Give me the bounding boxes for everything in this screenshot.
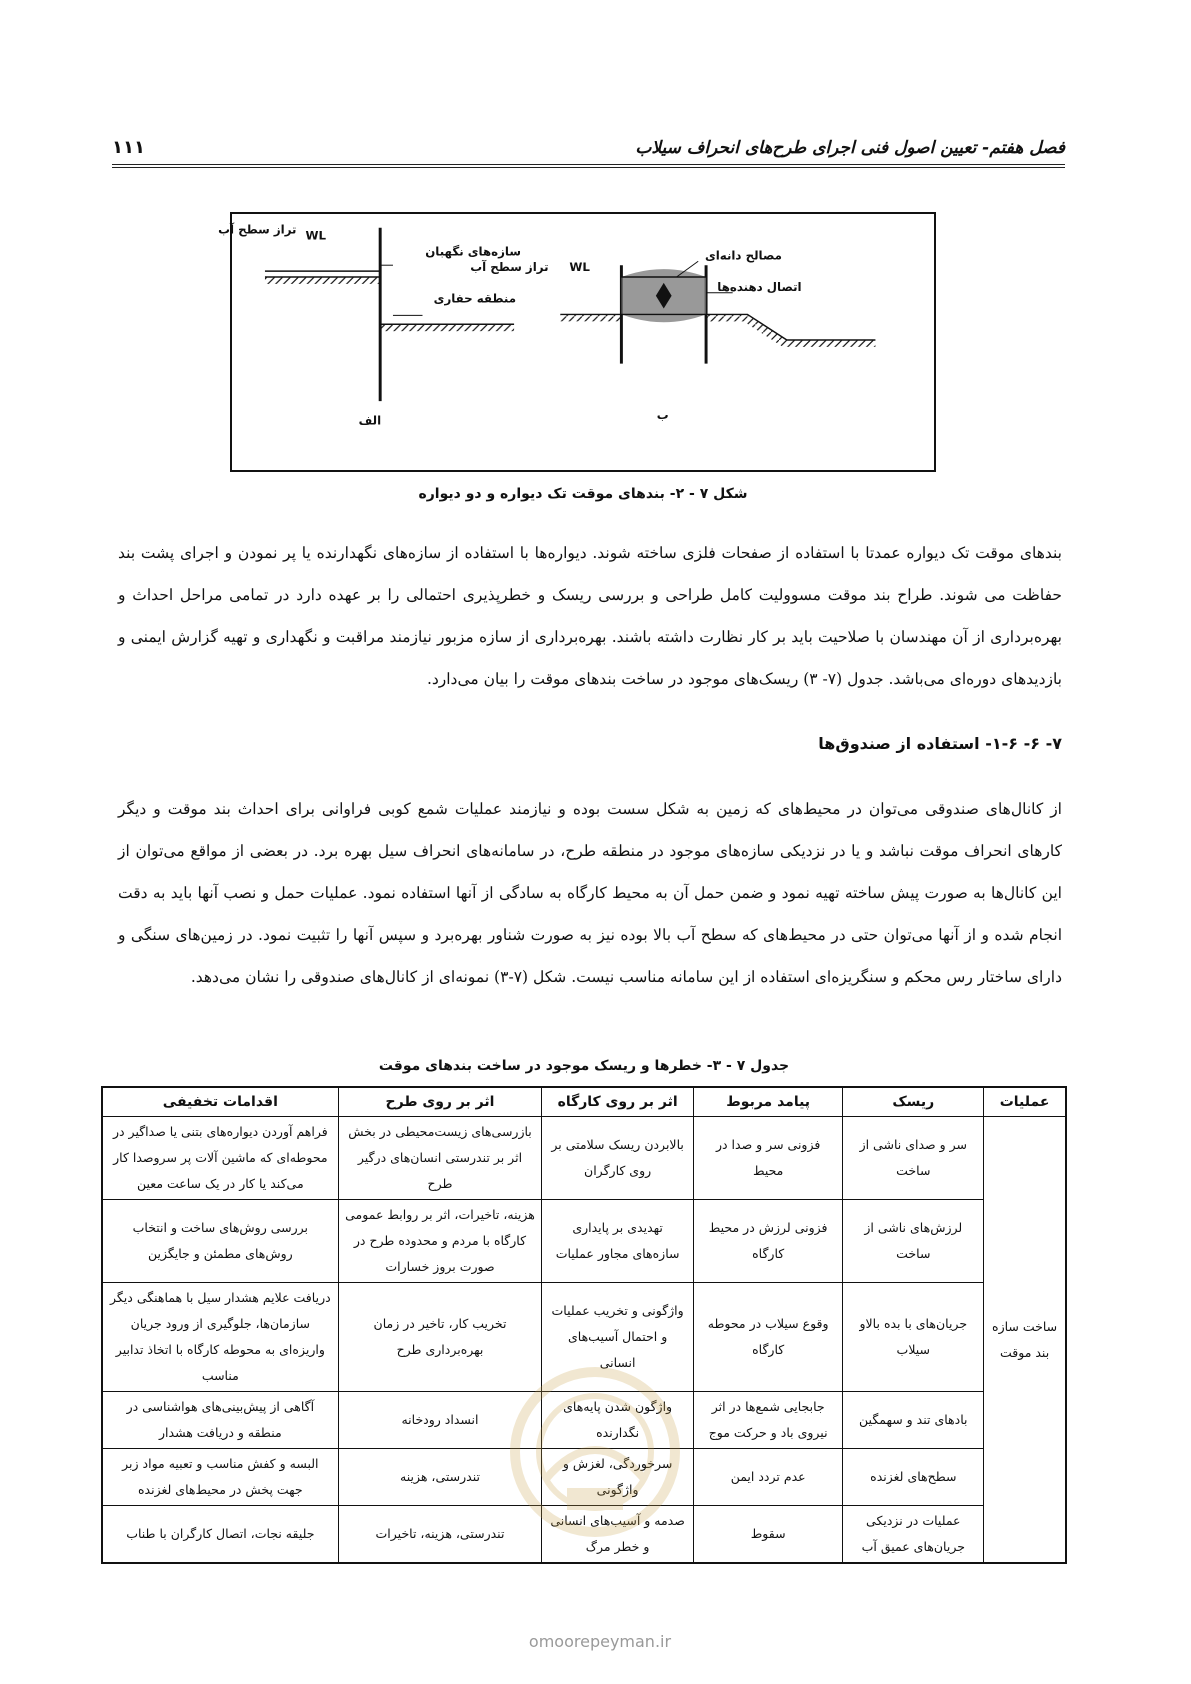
mitigation-cell: جلیقه نجات، اتصال کارگران با طناب <box>102 1506 338 1564</box>
consequence-cell: فزونی لرزش در محیط کارگاه <box>693 1200 842 1283</box>
chapter-title: فصل هفتم- تعیین اصول فنی اجرای طرح‌های انحراف سیلاب <box>635 138 1065 158</box>
section-heading: ۷- ۶- ۱-۶- استفاده از صندوق‌ها <box>818 734 1062 753</box>
granular-material-label: مصالح دانه‌ای <box>704 248 782 263</box>
left-wl-tag: WL <box>305 228 327 243</box>
connectors-label: اتصال دهنده‌ها <box>717 279 802 294</box>
site-effect-cell: صدمه و آسیب‌های انسانی و خطر مرگ <box>542 1506 694 1564</box>
site-effect-cell: واژگونی و تخریب عملیات و احتمال آسیب‌های انسانی <box>542 1283 694 1392</box>
project-effect-cell: انسداد رودخانه <box>338 1392 542 1449</box>
project-effect-cell: تندرستی، هزینه، تاخیرات <box>338 1506 542 1564</box>
consequence-cell: وقوع سیلاب در محوطه کارگاه <box>693 1283 842 1392</box>
risk-cell: لرزش‌های ناشی از ساخت <box>843 1200 984 1283</box>
cofferdam-diagram <box>218 214 934 470</box>
mitigation-cell: البسه و کفش مناسب و تعبیه مواد زبر جهت پخش در محیط‌های لغزنده <box>102 1449 338 1506</box>
page-number: ۱۱۱ <box>112 137 145 158</box>
consequence-cell: عدم تردد ایمن <box>693 1449 842 1506</box>
column-header: اثر بر روی کارگاه <box>542 1087 694 1117</box>
consequence-cell: جابجایی شمع‌ها در اثر نیروی باد و حرکت موج <box>693 1392 842 1449</box>
project-effect-cell: بازرسی‌های زیست‌محیطی در بخش اثر بر تندرستی انسان‌های درگیر طرح <box>338 1117 542 1200</box>
consequence-cell: سقوط <box>693 1506 842 1564</box>
mitigation-cell: دریافت علایم هشدار سیل با هماهنگی دیگر سازمان‌ها، جلوگیری از ورود جریان واریزه‌ای به محوطه کارگاه با اتخاذ تدابیر مناسب <box>102 1283 338 1392</box>
page-header <box>112 128 1065 168</box>
column-header: پیامد مربوط <box>693 1087 842 1117</box>
site-effect-cell: تهدیدی بر پایداری سازه‌های مجاور عملیات <box>542 1200 694 1283</box>
table-header-row <box>102 1087 1066 1117</box>
risk-cell: سر و صدای ناشی از ساخت <box>843 1117 984 1200</box>
project-effect-cell: تخریب کار، تاخیر در زمان بهره‌برداری طرح <box>338 1283 542 1392</box>
table-row <box>102 1392 1066 1449</box>
consequence-cell: فزونی سر و صدا در محیط <box>693 1117 842 1200</box>
column-header: اقدامات تخفیفی <box>102 1087 338 1117</box>
risk-cell: سطح‌های لغزنده <box>843 1449 984 1506</box>
figure-part-a-label: الف <box>358 413 382 428</box>
table-caption: جدول ۷ - ۳- خطرها و ریسک موجود در ساخت بندهای موقت <box>378 1058 790 1074</box>
excavation-zone-label: منطقه حفاری <box>433 291 517 306</box>
mitigation-cell: فراهم آوردن دیواره‌های بتنی یا صداگیر در محوطه‌ای که ماشین آلات پر سروصدا کار می‌کند یا کار در یک ساعت معین <box>102 1117 338 1200</box>
table-row <box>102 1117 1066 1200</box>
operation-cell: ساخت سازه بند موقت <box>984 1117 1066 1564</box>
mitigation-cell: آگاهی از پیش‌بینی‌های هواشناسی در منطقه و دریافت هشدار <box>102 1392 338 1449</box>
column-header: اثر بر روی طرح <box>338 1087 542 1117</box>
figure-caption: شکل ۷ - ۲- بندهای موقت تک دیواره و دو دیواره <box>418 486 748 502</box>
left-wl-label: تراز سطح آب <box>218 222 297 237</box>
table-row <box>102 1283 1066 1392</box>
watermark-site-text: omoorepeyman.ir <box>528 1632 672 1651</box>
right-wl-label: تراز سطح آب <box>470 260 549 275</box>
column-header: ریسک <box>843 1087 984 1117</box>
site-effect-cell: بالابردن ریسک سلامتی بر روی کارگران <box>542 1117 694 1200</box>
paragraph-single-double-wall: بندهای موقت تک دیواره عمدتا با استفاده از صفحات فلزی ساخته شوند. دیواره‌ها با استفاده از سازه‌های نگهدارنده یا پر نمودن و اجرای پشت بند حفاظت می شوند. طراح بند موقت مسوولیت کامل طراحی و بررسی ریسک و خطرپذیری احتمالی را بر عهده دارد در تمامی مراحل احداث و بهره‌برداری از آن مهندسان با صلاحیت باید بر کار نظارت داشته باشند. بهره‌برداری از سازه مزبور نیازمند مراقبت و نگهداری و تهیه گزارش ایمنی و بازدیدهای دوره‌ای می‌باشد. جدول (۷- ۳) ریسک‌های موجود در ساخت بندهای موقت را بیان می‌دارد. <box>118 544 1062 688</box>
right-wl-tag: WL <box>569 260 590 275</box>
site-effect-cell: سرخوردگی، لغزش و واژگونی <box>542 1449 694 1506</box>
risk-cell: جریان‌های با بده بالاو سیلاب <box>843 1283 984 1392</box>
risk-cell: بادهای تند و سهمگین <box>843 1392 984 1449</box>
project-effect-cell: هزینه، تاخیرات، اثر بر روابط عمومی کارگاه با مردم و محدوده طرح در صورت بروز خسارات <box>338 1200 542 1283</box>
table-row <box>102 1200 1066 1283</box>
paragraph-box-channels: از کانال‌های صندوقی می‌توان در محیط‌های که زمین به شکل سست بوده و نیازمند عملیات شمع کوبی فراوانی برای احداث بند موقت و دیگر کارهای انحراف موقت نباشد و یا در نزدیکی سازه‌های موجود در منطقه طرح، در سامانه‌های انحراف سیل بهره برد. در بعضی از مواقع می‌توان از این کانال‌ها به صورت پیش ساخته تهیه نمود و ضمن حمل آن به محیط کارگاه به سادگی از آنها استفاده نمود. عملیات حمل و نصب آنها باید به دقت انجام شده و از آنها می‌توان حتی در محیط‌های که سطح آب بالا بوده نیز به صورت شناور بهره‌برد و سپس آنها را تثبیت نمود. در زمین‌های سنگی و دارای ساختار رس محکم و سنگریزه‌ای استفاده از این سامانه مناسب نیست. شکل (۷-۳) نمونه‌ای از کانال‌های صندوقی را نشان می‌دهد. <box>118 800 1062 986</box>
figure-part-b-label: ب <box>656 407 669 422</box>
retaining-structures-label: سازه‌های نگهبان <box>425 244 521 259</box>
mitigation-cell: بررسی روش‌های ساخت و انتخاب روش‌های مطمئن و جایگزین <box>102 1200 338 1283</box>
site-effect-cell: واژگون شدن پایه‌های نگدارنده <box>542 1392 694 1449</box>
column-header: عملیات <box>984 1087 1066 1117</box>
table-row <box>102 1449 1066 1506</box>
risk-cell: عملیات در نزدیکی جریان‌های عمیق آب <box>843 1506 984 1564</box>
cofferdam-figure <box>218 212 936 472</box>
project-effect-cell: تندرستی، هزینه <box>338 1449 542 1506</box>
table-row <box>102 1506 1066 1564</box>
risk-table <box>101 1086 1067 1564</box>
